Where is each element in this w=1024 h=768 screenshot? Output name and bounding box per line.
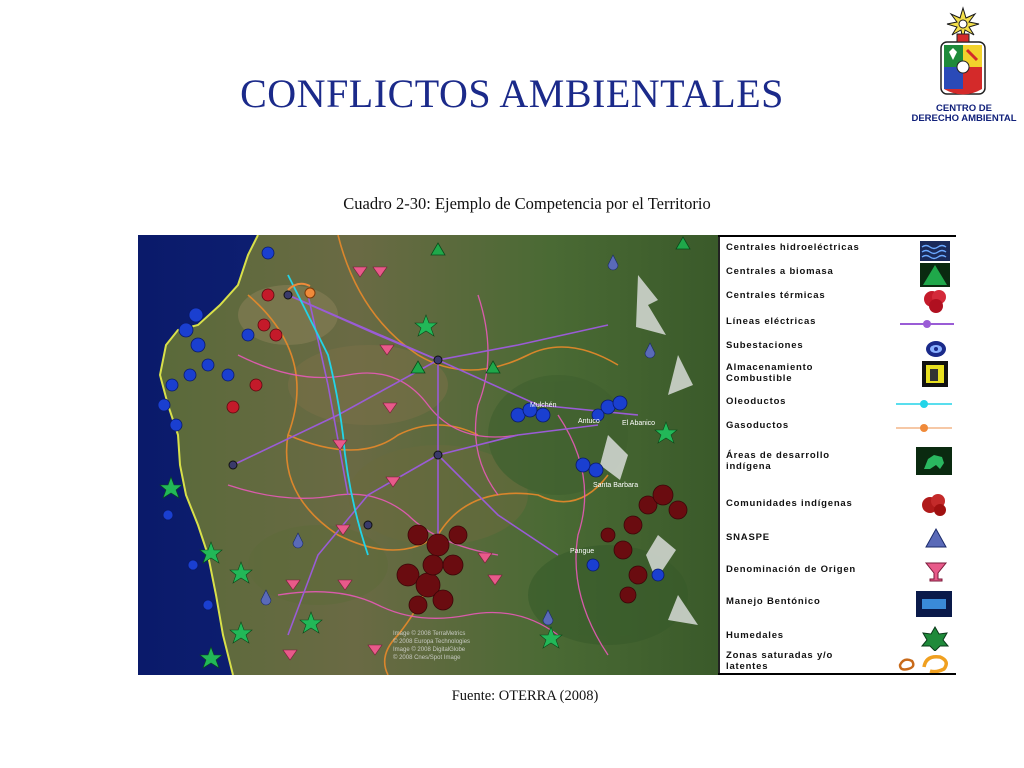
substation-icon <box>924 339 948 359</box>
legend-item <box>720 395 956 417</box>
legend-label: SNASPE <box>726 532 770 543</box>
benthic-icon <box>916 591 952 617</box>
place-label: Mulchén <box>530 402 557 409</box>
legend-item <box>720 559 956 583</box>
legend-item <box>720 289 956 313</box>
legend-label: Gasoductos <box>726 420 789 431</box>
fuel-storage-marker <box>305 288 315 298</box>
legend-item <box>720 527 956 551</box>
legend-label: Almacenamiento Combustible <box>726 362 814 384</box>
legend-label: Humedales <box>726 630 784 641</box>
attribution-line: Image © 2008 TerraMetrics <box>393 631 466 637</box>
legend-item <box>720 591 956 619</box>
map-figure <box>138 235 956 675</box>
hydro-icon <box>920 241 950 261</box>
legend-label: Subestaciones <box>726 340 804 351</box>
legend-item <box>720 339 956 361</box>
legend-label: Oleoductos <box>726 396 787 407</box>
figure-source: Fuente: OTERRA (2008) <box>451 688 599 704</box>
origin-denomination-icon <box>924 559 948 583</box>
legend-label: Manejo Bentónico <box>726 596 821 607</box>
attribution-line: Image © 2008 DigitalGlobe <box>393 647 466 653</box>
indigenous-area-icon <box>916 447 952 475</box>
attribution-line: © 2008 Cnes/Spot Image <box>393 655 461 661</box>
legend-item <box>720 241 956 263</box>
place-label: Pangue <box>570 548 595 555</box>
satellite-map <box>138 235 718 675</box>
legend-label: Zonas saturadas y/o latentes <box>726 650 834 672</box>
oil-pipeline-icon <box>896 397 952 411</box>
thermal-icon <box>920 287 950 315</box>
logo-line-1: CENTRO DE <box>936 103 992 114</box>
gas-pipeline-icon <box>896 421 952 435</box>
legend-label: Líneas eléctricas <box>726 316 817 327</box>
university-logo <box>905 4 1023 129</box>
biomass-icon <box>920 263 950 287</box>
legend-item <box>720 315 956 337</box>
legend-label: Centrales hidroeléctricas <box>726 242 860 253</box>
logo-line-2: DERECHO AMBIENTAL <box>911 113 1017 124</box>
place-label: Antuco <box>578 418 600 425</box>
legend-label: Áreas de desarrollo indígena <box>726 450 830 472</box>
wetland-icon <box>920 625 950 651</box>
legend-item <box>720 625 956 649</box>
legend-item <box>720 447 956 477</box>
place-label: El Abanico <box>622 420 656 427</box>
legend-label: Centrales a biomasa <box>726 266 834 277</box>
legend-item <box>720 265 956 287</box>
legend-item <box>720 651 956 673</box>
saturated-zone-icon <box>896 651 954 673</box>
coat-of-arms-icon <box>905 4 1023 104</box>
logo-text <box>905 104 1023 124</box>
map-legend <box>718 237 956 673</box>
legend-label: Centrales térmicas <box>726 290 826 301</box>
slide-title: CONFLICTOS AMBIENTALES <box>240 71 784 116</box>
legend-label: Denominación de Origen <box>726 564 857 575</box>
legend-item <box>720 491 956 519</box>
power-line-icon <box>900 317 954 331</box>
indigenous-community-icon <box>918 491 950 519</box>
fuel-storage-icon <box>922 361 948 387</box>
legend-label: Comunidades indígenas <box>726 498 853 509</box>
legend-item <box>720 361 956 391</box>
attribution-line: © 2008 Europa Technologies <box>393 639 471 645</box>
figure-caption: Cuadro 2-30: Ejemplo de Competencia por el Territorio <box>343 194 711 213</box>
place-label: Santa Barbara <box>593 482 639 489</box>
snaspe-icon <box>924 527 948 551</box>
legend-item <box>720 419 956 441</box>
